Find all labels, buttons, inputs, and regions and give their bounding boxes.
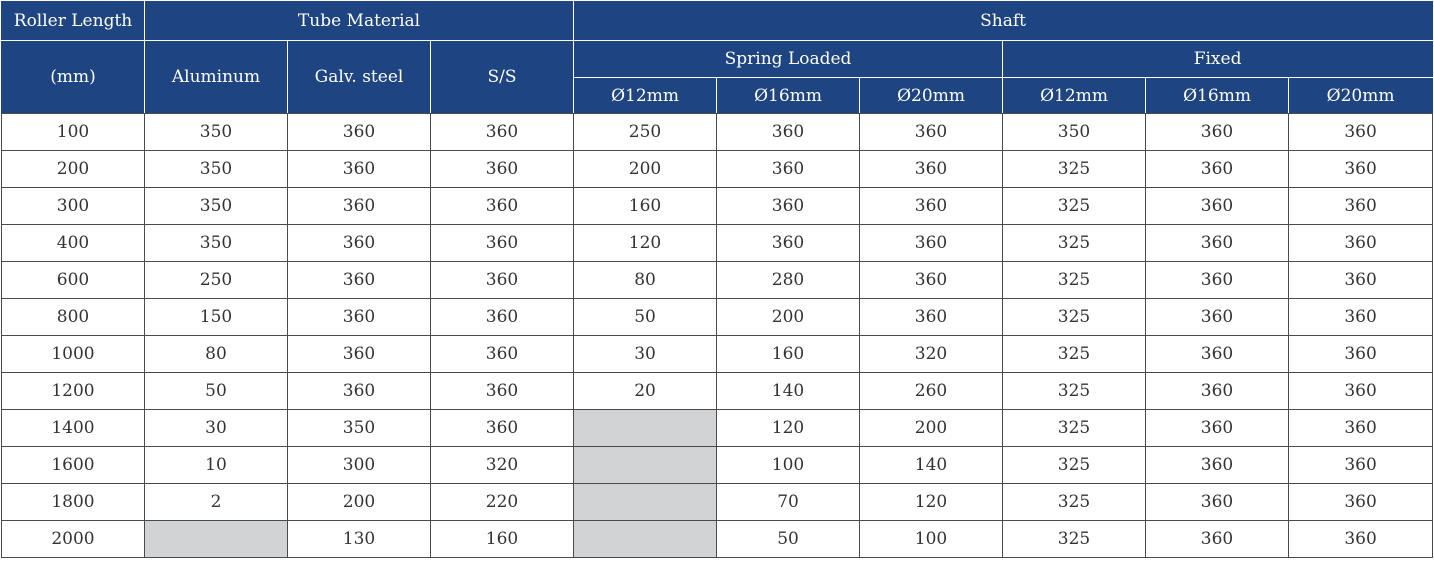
cell-ss: 320 [431,447,574,484]
table-row [2,299,1433,336]
cell-spring-d16: 100 [717,447,860,484]
cell-galv-steel: 130 [288,521,431,558]
header-spring-d12: Ø12mm [574,78,717,114]
cell-spring-d12: 80 [574,262,717,299]
roller-load-table [1,1,1433,558]
cell-roller-length: 1600 [2,447,145,484]
cell-roller-length: 1800 [2,484,145,521]
cell-ss: 360 [431,410,574,447]
cell-spring-d20: 100 [860,521,1003,558]
cell-aluminum: 30 [145,410,288,447]
cell-fixed-d16: 360 [1146,299,1289,336]
cell-aluminum: 150 [145,299,288,336]
header-roller-length-unit: (mm) [2,41,145,114]
cell-aluminum: 350 [145,188,288,225]
cell-spring-d12: 200 [574,151,717,188]
cell-galv-steel: 300 [288,447,431,484]
cell-ss: 360 [431,299,574,336]
cell-aluminum: 10 [145,447,288,484]
cell-spring-d12: 120 [574,225,717,262]
cell-spring-d12 [574,447,717,484]
cell-aluminum: 350 [145,151,288,188]
cell-fixed-d20: 360 [1289,299,1433,336]
cell-fixed-d20: 360 [1289,336,1433,373]
cell-spring-d16: 70 [717,484,860,521]
cell-galv-steel: 360 [288,188,431,225]
cell-fixed-d16: 360 [1146,373,1289,410]
cell-fixed-d12: 325 [1003,521,1146,558]
cell-ss: 360 [431,151,574,188]
cell-spring-d20: 140 [860,447,1003,484]
cell-fixed-d12: 325 [1003,336,1146,373]
cell-fixed-d12: 325 [1003,225,1146,262]
cell-fixed-d16: 360 [1146,262,1289,299]
header-spring-d16: Ø16mm [717,78,860,114]
cell-spring-d20: 320 [860,336,1003,373]
cell-spring-d12: 20 [574,373,717,410]
cell-aluminum: 50 [145,373,288,410]
cell-fixed-d20: 360 [1289,262,1433,299]
cell-roller-length: 200 [2,151,145,188]
cell-spring-d16: 360 [717,225,860,262]
header-tube-material: Tube Material [145,2,574,41]
cell-fixed-d20: 360 [1289,521,1433,558]
cell-spring-d16: 360 [717,114,860,151]
cell-fixed-d20: 360 [1289,151,1433,188]
cell-spring-d12: 50 [574,299,717,336]
header-galv-steel: Galv. steel [288,41,431,114]
cell-roller-length: 800 [2,299,145,336]
table-row [2,447,1433,484]
cell-roller-length: 1400 [2,410,145,447]
cell-galv-steel: 360 [288,336,431,373]
cell-ss: 360 [431,114,574,151]
table-header [2,2,1433,114]
cell-ss: 360 [431,336,574,373]
cell-roller-length: 600 [2,262,145,299]
cell-spring-d20: 360 [860,114,1003,151]
cell-spring-d12: 160 [574,188,717,225]
table-row [2,484,1433,521]
cell-spring-d20: 360 [860,225,1003,262]
cell-fixed-d20: 360 [1289,484,1433,521]
cell-aluminum: 2 [145,484,288,521]
cell-aluminum: 350 [145,114,288,151]
cell-aluminum: 80 [145,336,288,373]
cell-fixed-d12: 325 [1003,410,1146,447]
cell-spring-d16: 140 [717,373,860,410]
cell-fixed-d16: 360 [1146,151,1289,188]
table-row [2,151,1433,188]
table-body [2,114,1433,558]
table-row [2,410,1433,447]
cell-roller-length: 1000 [2,336,145,373]
table-row [2,373,1433,410]
header-shaft: Shaft [574,2,1433,41]
cell-roller-length: 100 [2,114,145,151]
header-spring-d20: Ø20mm [860,78,1003,114]
cell-galv-steel: 350 [288,410,431,447]
cell-spring-d16: 200 [717,299,860,336]
cell-aluminum: 250 [145,262,288,299]
cell-spring-d16: 50 [717,521,860,558]
header-roller-length: Roller Length [2,2,145,41]
cell-spring-d12 [574,521,717,558]
cell-ss: 360 [431,262,574,299]
header-fixed: Fixed [1003,41,1433,78]
cell-spring-d20: 360 [860,151,1003,188]
cell-spring-d16: 120 [717,410,860,447]
cell-spring-d16: 360 [717,188,860,225]
cell-galv-steel: 360 [288,262,431,299]
header-fixed-d16: Ø16mm [1146,78,1289,114]
cell-galv-steel: 360 [288,114,431,151]
table-row [2,521,1433,558]
cell-spring-d20: 260 [860,373,1003,410]
cell-fixed-d12: 325 [1003,373,1146,410]
cell-fixed-d12: 325 [1003,447,1146,484]
cell-fixed-d20: 360 [1289,410,1433,447]
cell-aluminum: 350 [145,225,288,262]
cell-fixed-d16: 360 [1146,521,1289,558]
cell-fixed-d12: 325 [1003,151,1146,188]
cell-spring-d16: 360 [717,151,860,188]
cell-spring-d20: 200 [860,410,1003,447]
cell-fixed-d12: 325 [1003,299,1146,336]
cell-fixed-d16: 360 [1146,484,1289,521]
cell-spring-d20: 360 [860,262,1003,299]
table-row [2,336,1433,373]
cell-fixed-d12: 325 [1003,188,1146,225]
cell-ss: 220 [431,484,574,521]
table-row [2,114,1433,151]
cell-galv-steel: 360 [288,225,431,262]
cell-fixed-d16: 360 [1146,410,1289,447]
cell-roller-length: 2000 [2,521,145,558]
cell-spring-d12 [574,484,717,521]
cell-fixed-d20: 360 [1289,114,1433,151]
cell-fixed-d16: 360 [1146,114,1289,151]
cell-galv-steel: 200 [288,484,431,521]
header-aluminum: Aluminum [145,41,288,114]
cell-ss: 160 [431,521,574,558]
table-row [2,188,1433,225]
cell-roller-length: 300 [2,188,145,225]
cell-fixed-d20: 360 [1289,188,1433,225]
cell-fixed-d16: 360 [1146,188,1289,225]
cell-fixed-d16: 360 [1146,225,1289,262]
cell-galv-steel: 360 [288,373,431,410]
cell-fixed-d20: 360 [1289,447,1433,484]
cell-ss: 360 [431,225,574,262]
cell-roller-length: 400 [2,225,145,262]
cell-spring-d20: 360 [860,299,1003,336]
cell-fixed-d12: 325 [1003,484,1146,521]
cell-spring-d16: 160 [717,336,860,373]
cell-fixed-d12: 350 [1003,114,1146,151]
cell-fixed-d20: 360 [1289,373,1433,410]
cell-spring-d12 [574,410,717,447]
cell-fixed-d20: 360 [1289,225,1433,262]
cell-ss: 360 [431,188,574,225]
cell-spring-d20: 120 [860,484,1003,521]
table-row [2,262,1433,299]
header-fixed-d20: Ø20mm [1289,78,1433,114]
header-fixed-d12: Ø12mm [1003,78,1146,114]
cell-aluminum [145,521,288,558]
cell-galv-steel: 360 [288,299,431,336]
header-ss: S/S [431,41,574,114]
cell-spring-d12: 250 [574,114,717,151]
cell-roller-length: 1200 [2,373,145,410]
table-row [2,225,1433,262]
cell-fixed-d16: 360 [1146,336,1289,373]
cell-spring-d12: 30 [574,336,717,373]
cell-ss: 360 [431,373,574,410]
cell-spring-d20: 360 [860,188,1003,225]
cell-galv-steel: 360 [288,151,431,188]
header-spring-loaded: Spring Loaded [574,41,1003,78]
cell-fixed-d16: 360 [1146,447,1289,484]
cell-spring-d16: 280 [717,262,860,299]
cell-fixed-d12: 325 [1003,262,1146,299]
